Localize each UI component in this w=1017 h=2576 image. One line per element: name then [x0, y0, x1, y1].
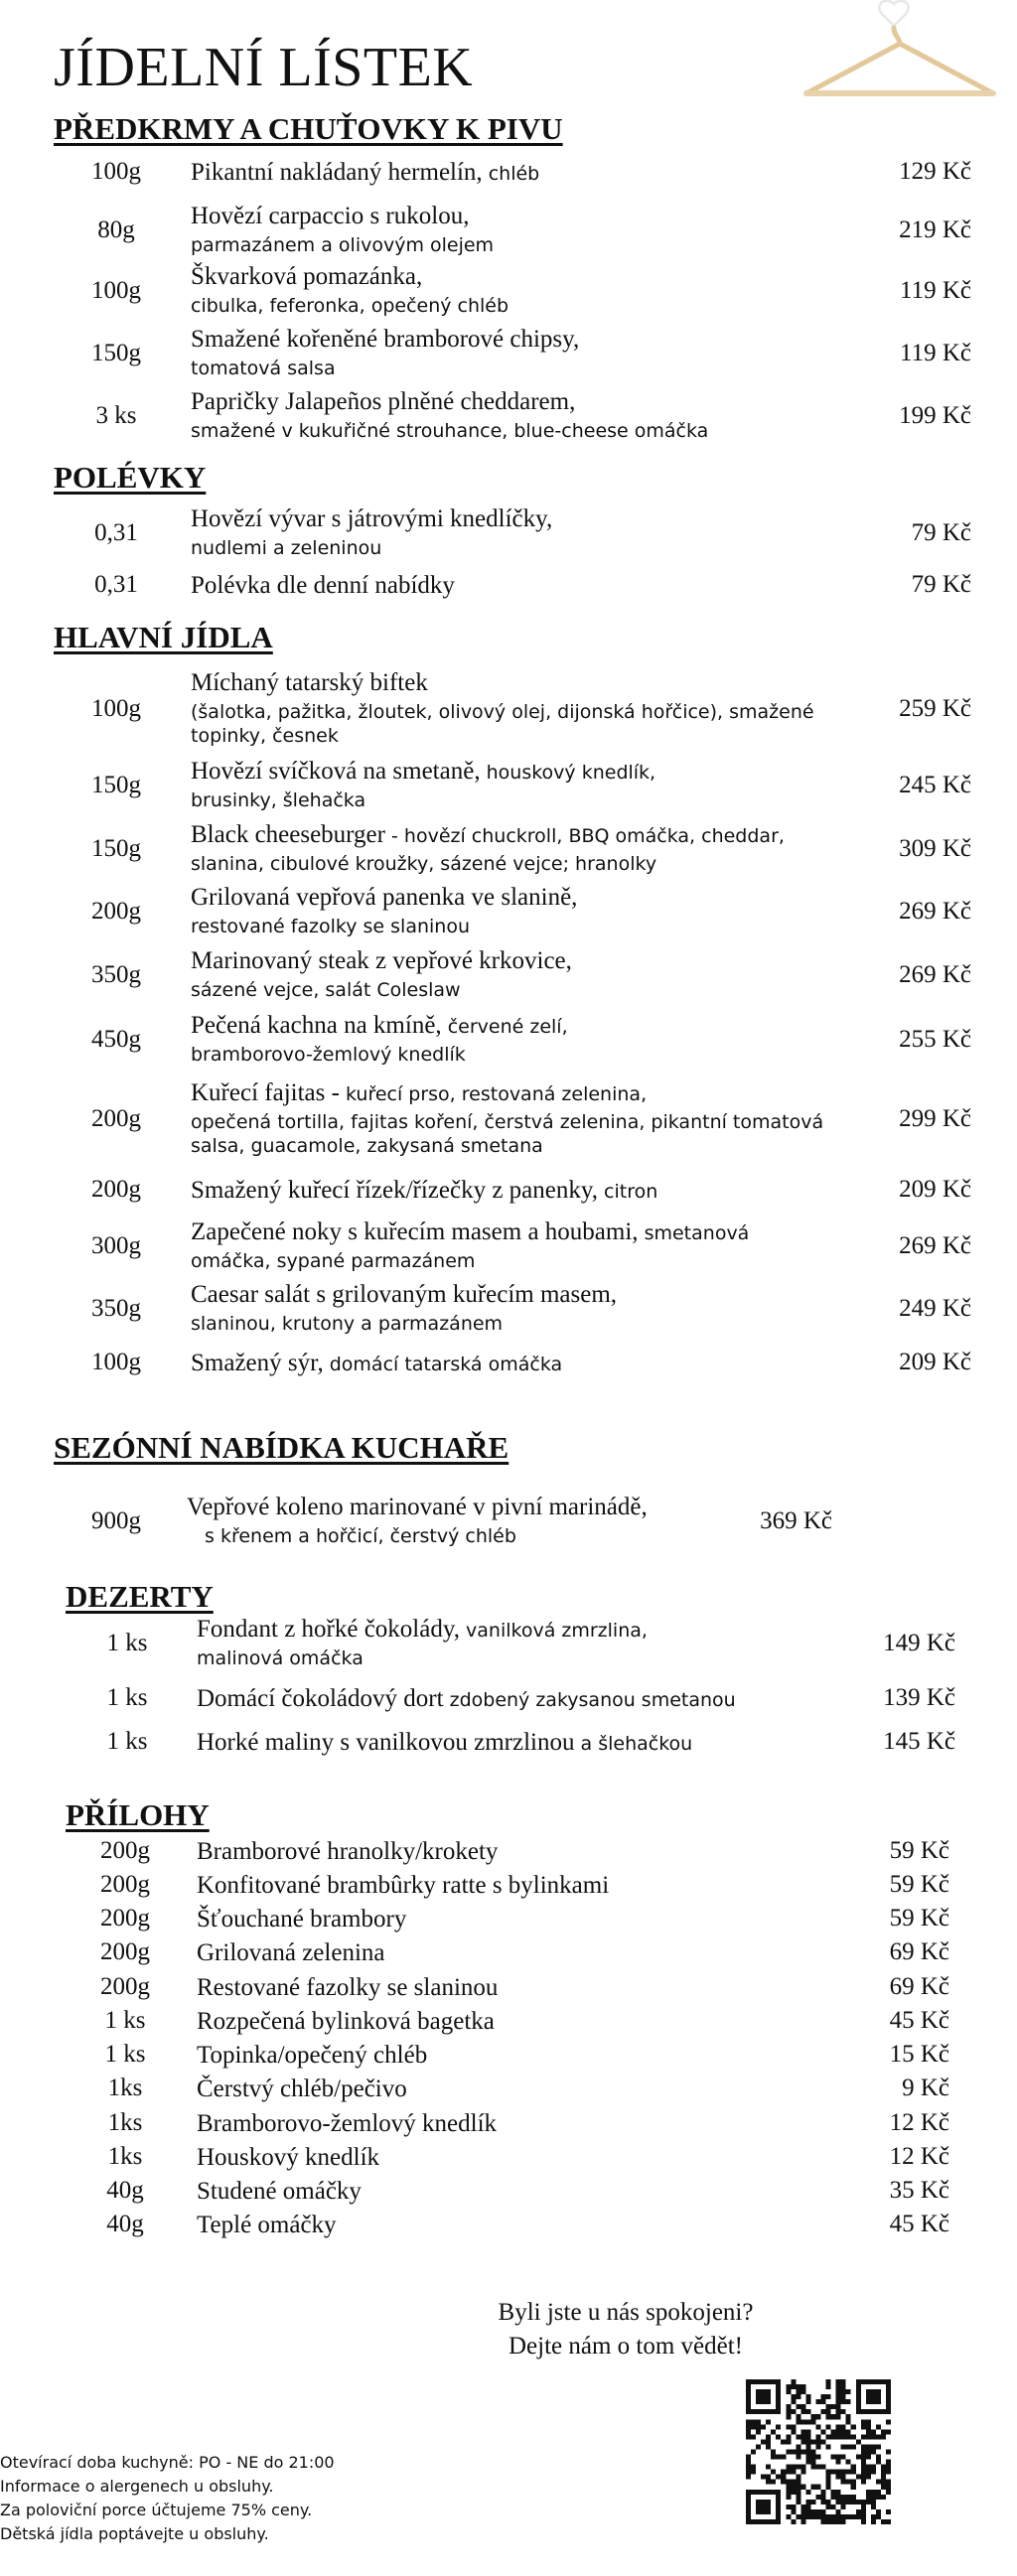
item-inline-note: domácí tatarská omáčka [323, 1353, 563, 1375]
item-name: Míchaný tatarský biftek [191, 668, 428, 696]
item-quantity: 150g [91, 772, 141, 798]
item-price: 309 Kč [899, 835, 971, 862]
item-price: 245 Kč [899, 772, 971, 798]
item-name: Black cheeseburger [191, 820, 385, 848]
item-quantity: 200g [100, 1973, 150, 2000]
item-quantity: 1ks [107, 2075, 143, 2101]
item-description: malinová omáčka [197, 1646, 363, 1669]
item-inline-note: smetanová [638, 1221, 750, 1244]
item-price: 139 Kč [883, 1684, 955, 1711]
footnote-line: Dětská jídla poptávejte u obsluhy. [0, 2524, 269, 2543]
item-description: brusinky, šlehačka [191, 788, 366, 811]
item-inline-note: chléb [482, 162, 540, 185]
item-price: 209 Kč [899, 1176, 971, 1203]
item-name: Hovězí carpaccio s rukolou, [191, 202, 470, 229]
item-name: Bramborovo-žemlový knedlík [197, 2109, 498, 2137]
feedback-message [467, 2296, 785, 2363]
item-name: Pikantní nakládaný hermelín, [191, 158, 483, 186]
item-quantity: 1 ks [106, 1728, 148, 1755]
item-name: Restované fazolky se slaninou [197, 1973, 499, 2001]
item-quantity: 150g [91, 835, 141, 862]
item-quantity: 40g [106, 2177, 144, 2204]
item-description: sázené vejce, salát Coleslaw [191, 978, 461, 1001]
item-quantity: 350g [91, 961, 141, 988]
item-name: Pečená kachna na kmíně, [191, 1011, 442, 1039]
item-price: 259 Kč [899, 695, 971, 722]
item-price: 35 Kč [889, 2177, 949, 2204]
item-price: 69 Kč [889, 1938, 949, 1965]
item-quantity: 100g [91, 1349, 141, 1375]
item-name: Domácí čokoládový dort [197, 1684, 444, 1712]
item-price: 45 Kč [889, 2007, 949, 2034]
item-name: Kuřecí fajitas - [191, 1078, 340, 1106]
item-price: 269 Kč [899, 1232, 971, 1259]
item-name: Grilovaná vepřová panenka ve slanině, [191, 883, 578, 911]
item-name: Caesar salát s grilovaným kuřecím masem, [191, 1280, 618, 1308]
item-name: Topinka/opečený chléb [197, 2041, 428, 2069]
item-price: 15 Kč [889, 2041, 949, 2068]
item-description: parmazánem a olivovým olejem [191, 233, 495, 256]
item-quantity: 350g [91, 1295, 141, 1322]
item-inline-note: červené zelí, [441, 1015, 568, 1038]
item-quantity: 100g [91, 158, 141, 185]
item-price: 59 Kč [889, 1837, 949, 1864]
item-inline-note: a šlehačkou [574, 1732, 693, 1755]
section-heading-sides: PŘÍLOHY [66, 1797, 210, 1832]
feedback-line-2: Dejte nám o tom vědět! [508, 2332, 744, 2360]
item-inline-note: kuřecí prso, restovaná zelenina, [339, 1082, 648, 1105]
item-name: Bramborové hranolky/krokety [197, 1837, 499, 1865]
item-quantity: 450g [91, 1026, 141, 1053]
item-name: Zapečené noky s kuřecím masem a houbami, [191, 1217, 639, 1245]
item-quantity: 300g [91, 1232, 141, 1259]
section-heading-appetizers: PŘEDKRMY A CHUŤOVKY K PIVU [54, 111, 563, 146]
qr-code-icon[interactable] [746, 2379, 891, 2524]
item-quantity: 200g [91, 898, 141, 925]
item-quantity: 200g [100, 1938, 150, 1965]
item-name: Horké maliny s vanilkovou zmrzlinou [197, 1728, 575, 1756]
item-quantity: 150g [91, 340, 141, 366]
item-name: Studené omáčky [197, 2177, 362, 2205]
item-quantity: 1 ks [106, 1630, 148, 1656]
item-inline-note: vanilková zmrzlina, [459, 1619, 648, 1642]
item-quantity: 1 ks [104, 2041, 146, 2068]
item-price: 9 Kč [902, 2075, 949, 2101]
item-quantity: 3 ks [95, 402, 137, 429]
item-quantity: 100g [91, 277, 141, 304]
item-quantity: 40g [106, 2211, 144, 2237]
item-inline-note: - hovězí chuckroll, BBQ omáčka, cheddar, [384, 824, 785, 847]
item-quantity: 1ks [107, 2109, 143, 2136]
item-name: Smažený sýr, [191, 1349, 324, 1376]
item-name: Polévka dle denní nabídky [191, 571, 455, 599]
item-price: 12 Kč [889, 2109, 949, 2136]
item-price: 45 Kč [889, 2211, 949, 2237]
section-heading-soups: POLÉVKY [54, 460, 207, 495]
item-name: Marinovaný steak z vepřové krkovice, [191, 946, 572, 974]
item-quantity: 0,31 [94, 571, 138, 598]
item-name: Teplé omáčky [197, 2211, 337, 2238]
item-price: 209 Kč [899, 1349, 971, 1375]
item-name: Čerstvý chléb/pečivo [197, 2075, 407, 2102]
item-name: Konfitované brambûrky ratte s bylinkami [197, 1871, 610, 1899]
item-price: 119 Kč [900, 340, 971, 366]
item-inline-note: zdobený zakysanou smetanou [443, 1688, 736, 1711]
feedback-line-1: Byli jste u nás spokojeni? [498, 2299, 754, 2326]
item-description: (šalotka, pažitka, žloutek, olivový olej, dijonská hořčice), smažené topinky, česnek [191, 700, 814, 748]
footnote-line: Informace o alergenech u obsluhy. [0, 2477, 274, 2496]
item-quantity: 100g [91, 695, 141, 722]
item-quantity: 200g [91, 1105, 141, 1132]
item-quantity: 200g [100, 1871, 150, 1898]
section-heading-main-dishes: HLAVNÍ JÍDLA [54, 620, 273, 654]
item-price: 59 Kč [889, 1905, 949, 1932]
item-name: Fondant z hořké čokolády, [197, 1615, 460, 1643]
item-description: tomatová salsa [191, 357, 336, 379]
item-description: opečená tortilla, fajitas koření, čerstvá zelenina, pikantní tomatová salsa, guacamole, zakysaná smetana [191, 1110, 824, 1158]
item-quantity: 1 ks [106, 1684, 148, 1711]
footnotes [0, 2451, 335, 2546]
item-name: Vepřové koleno marinované v pivní marinádě, [187, 1493, 648, 1520]
item-price: 199 Kč [899, 402, 971, 429]
item-price: 79 Kč [911, 519, 971, 546]
item-description: slaninou, krutony a parmazánem [191, 1312, 504, 1335]
item-quantity: 200g [100, 1837, 150, 1864]
item-price: 145 Kč [883, 1728, 955, 1755]
section-heading-seasonal: SEZÓNNÍ NABÍDKA KUCHAŘE [54, 1430, 509, 1465]
item-name: Smažený kuřecí řízek/řízečky z panenky, [191, 1176, 598, 1204]
item-quantity: 80g [97, 216, 135, 243]
item-price: 129 Kč [899, 158, 971, 185]
item-description: s křenem a hořčicí, čerstvý chléb [205, 1524, 516, 1547]
item-price: 119 Kč [900, 277, 971, 304]
item-description: smažené v kukuřičné strouhance, blue-cheese omáčka [191, 419, 709, 442]
item-quantity: 0,31 [94, 519, 138, 546]
item-quantity: 1ks [107, 2143, 143, 2170]
item-price: 219 Kč [899, 216, 971, 243]
item-description: restované fazolky se slaninou [191, 915, 471, 937]
item-price: 255 Kč [899, 1026, 971, 1053]
item-name: Šťouchané brambory [197, 1905, 407, 1932]
item-quantity: 200g [91, 1176, 141, 1203]
item-description: cibulka, feferonka, opečený chléb [191, 294, 509, 317]
item-price: 249 Kč [899, 1295, 971, 1322]
footnote-line: Otevírací doba kuchyně: PO - NE do 21:00 [0, 2453, 335, 2472]
item-price: 149 Kč [883, 1630, 955, 1656]
hanger-heart-icon [795, 0, 1003, 109]
item-name: Houskový knedlík [197, 2143, 380, 2171]
item-inline-note: houskový knedlík, [480, 761, 656, 784]
item-inline-note: citron [598, 1180, 658, 1203]
item-price: 369 Kč [760, 1507, 832, 1534]
item-description: bramborovo-žemlový knedlík [191, 1043, 466, 1066]
item-quantity: 1 ks [104, 2007, 146, 2034]
item-price: 79 Kč [911, 571, 971, 598]
item-name: Hovězí vývar s játrovými knedlíčky, [191, 504, 553, 532]
item-name: Papričky Jalapeños plněné cheddarem, [191, 387, 576, 415]
section-heading-desserts: DEZERTY [66, 1579, 214, 1614]
item-description: slanina, cibulové kroužky, sázené vejce; hranolky [191, 852, 657, 875]
item-name: Smažené kořeněné bramborové chipsy, [191, 325, 580, 353]
item-price: 269 Kč [899, 898, 971, 925]
item-price: 269 Kč [899, 961, 971, 988]
item-price: 12 Kč [889, 2143, 949, 2170]
item-name: Grilovaná zelenina [197, 1938, 385, 1966]
item-description: omáčka, sypané parmazánem [191, 1249, 476, 1272]
page-title: JÍDELNÍ LÍSTEK [54, 37, 474, 98]
item-price: 299 Kč [899, 1105, 971, 1132]
item-name: Škvarková pomazánka, [191, 262, 423, 290]
item-name: Hovězí svíčková na smetaně, [191, 757, 481, 785]
item-price: 69 Kč [889, 1973, 949, 2000]
item-quantity: 900g [91, 1507, 141, 1534]
item-price: 59 Kč [889, 1871, 949, 1898]
item-description: nudlemi a zeleninou [191, 536, 382, 559]
footnote-line: Za poloviční porce účtujeme 75% ceny. [0, 2501, 313, 2519]
item-name: Rozpečená bylinková bagetka [197, 2007, 495, 2035]
item-quantity: 200g [100, 1905, 150, 1932]
